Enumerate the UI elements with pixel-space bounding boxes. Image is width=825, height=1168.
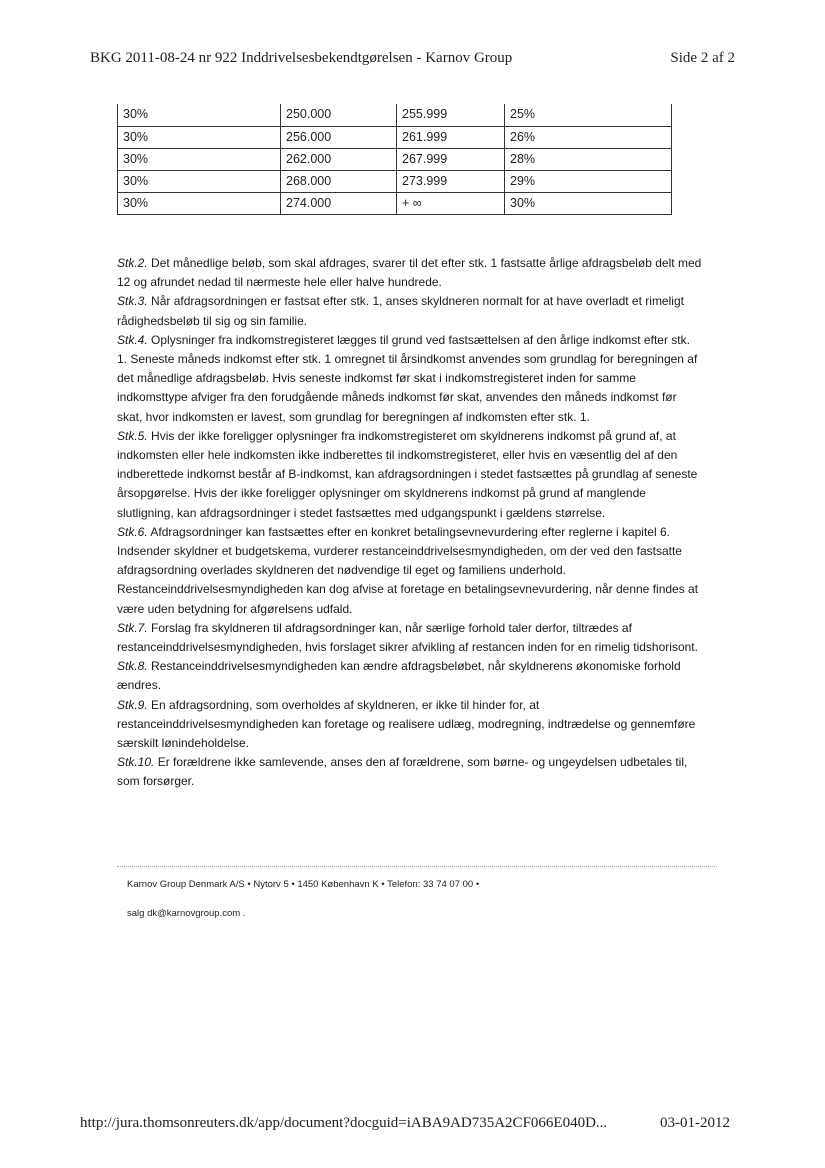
table-cell: 29% <box>505 170 672 192</box>
page-number: Side 2 af 2 <box>670 50 735 66</box>
table-cell: 30% <box>118 192 281 214</box>
paragraph <box>117 292 702 330</box>
paragraph <box>117 657 702 695</box>
print-footer <box>80 1115 730 1132</box>
table-row <box>118 104 672 126</box>
table-cell: 267.999 <box>397 148 505 170</box>
body-text <box>117 254 702 792</box>
paragraph <box>117 696 702 754</box>
paragraph-label: Stk.6. <box>117 524 148 539</box>
table-row <box>118 170 672 192</box>
table-cell: 30% <box>118 148 281 170</box>
table-cell: 268.000 <box>281 170 397 192</box>
paragraph-text: Oplysninger fra indkomstregisteret lægges til grund ved fastsættelsen af den årlige indkomst efter stk. 1. Seneste måneds indkomst efter stk. 1 omregnet til årsindkomst anvendes som grundlag for beregningen af det månedlige afdragsbeløb. Hvis seneste indkomst før skat i indkomstregisteret inden for samme indkomsttype afviger fra den forudgående måneds indkomst før skat, anvendes den måneds indkomst før skat, hvor indkomsten er lavest, som grundlag for beregningen af indkomsten efter stk. 1. <box>117 332 698 424</box>
paragraph <box>117 331 702 427</box>
paragraph-text: Når afdragsordningen er fastsat efter stk. 1, anses skyldneren normalt for at have overladt et rimeligt rådighedsbeløb til sig og sin familie. <box>117 294 684 328</box>
paragraph <box>117 254 702 292</box>
table-cell: 274.000 <box>281 192 397 214</box>
paragraph-label: Stk.7. <box>117 620 148 635</box>
table-cell: 30% <box>118 104 281 126</box>
table-cell: + ∞ <box>397 192 505 214</box>
paragraph-text: Afdragsordninger kan fastsættes efter en konkret betalingsevnevurdering efter reglerne i kapitel 6. Indsender skyldner et budgetskema, vurderer restanceinddrivelsesmyndigheden, om der ved den fastsatte afdragsordning overlades skyldneren det nødvendige til eget og familiens underhold. Restanceinddrivelsesmyndigheden kan dog afvise at foretage en betalingsevnevurdering, når denne findes at være uden betydning for afgørelsens udfald. <box>117 524 699 616</box>
rate-table <box>117 104 672 215</box>
paragraph-label: Stk.10. <box>117 755 155 770</box>
table-row <box>118 148 672 170</box>
paragraph-label: Stk.5. <box>117 428 148 443</box>
table-cell: 30% <box>505 192 672 214</box>
paragraph <box>117 523 702 619</box>
table-cell: 262.000 <box>281 148 397 170</box>
page-header <box>90 50 735 67</box>
paragraph-text: Forslag fra skyldneren til afdragsordninger kan, når særlige forhold taler derfor, tiltrædes af restanceinddrivelsesmyndigheden, hvis forslaget sikrer afvikling af restancen inden for en rimelig tidshorisont. <box>117 620 698 655</box>
table-cell: 255.999 <box>397 104 505 126</box>
paragraph-text: En afdragsordning, som overholdes af skyldneren, er ikke til hinder for, at restanceinddrivelsesmyndigheden kan foretage og realisere udlæg, modregning, indtrædelse og gennemføre særskilt lønindeholdelse. <box>117 697 696 751</box>
publisher-footer <box>127 879 479 919</box>
paragraph-text: Hvis der ikke foreligger oplysninger fra indkomstregisteret om skyldnerens indkomst på grund af, at indkomsten eller hele indkomsten ikke indberettes til indkomstregisteret, eller hvis en væsentlig del af den indberettede indkomst består af B-indkomst, kan afdragsordningen i stedet fastsættes på grundlag af seneste årsopgørelse. Hvis der ikke foreligger oplysninger om skyldnerens indkomst på grund af manglende slutligning, kan afdragsordninger i stedet fastsættes med udgangspunkt i gældens størrelse. <box>117 428 698 520</box>
paragraph-text: Restanceinddrivelsesmyndigheden kan ændre afdragsbeløbet, når skyldnerens økonomiske forhold ændres. <box>117 659 681 693</box>
table-row <box>118 126 672 148</box>
table-cell: 273.999 <box>397 170 505 192</box>
publisher-email: salg dk@karnovgroup.com . <box>127 908 246 919</box>
print-url[interactable]: http://jura.thomsonreuters.dk/app/document?docguid=iABA9AD735A2CF066E040D... <box>80 1115 608 1131</box>
table-row <box>118 192 672 214</box>
paragraph-text: Det månedlige beløb, som skal afdrages, svarer til det efter stk. 1 fastsatte årlige afdragsbeløb delt med 12 og afrundet nedad til nærmeste hele eller halve hundrede. <box>117 256 702 290</box>
table-cell: 26% <box>505 126 672 148</box>
paragraph-label: Stk.8. <box>117 659 148 674</box>
paragraph <box>117 619 702 657</box>
table-cell: 261.999 <box>397 126 505 148</box>
table-cell: 256.000 <box>281 126 397 148</box>
separator <box>117 866 717 867</box>
table-cell: 250.000 <box>281 104 397 126</box>
document-title: BKG 2011-08-24 nr 922 Inddrivelsesbekendtgørelsen - Karnov Group <box>90 50 513 66</box>
table-cell: 30% <box>118 126 281 148</box>
paragraph <box>117 753 702 791</box>
publisher-address: Karnov Group Denmark A/S • Nytorv 5 • 1450 København K • Telefon: 33 74 07 00 • <box>127 879 480 890</box>
paragraph-label: Stk.3. <box>117 294 148 309</box>
paragraph <box>117 427 702 523</box>
paragraph-text: Er forældrene ikke samlevende, anses den af forældrene, som børne- og ungeydelsen udbetales til, som forsørger. <box>117 755 688 789</box>
paragraph-label: Stk.4. <box>117 332 148 347</box>
table-cell: 25% <box>505 104 672 126</box>
print-date: 03-01-2012 <box>660 1115 730 1131</box>
paragraph-label: Stk.2. <box>117 256 148 270</box>
table-cell: 30% <box>118 170 281 192</box>
table-cell: 28% <box>505 148 672 170</box>
paragraph-label: Stk.9. <box>117 697 148 712</box>
